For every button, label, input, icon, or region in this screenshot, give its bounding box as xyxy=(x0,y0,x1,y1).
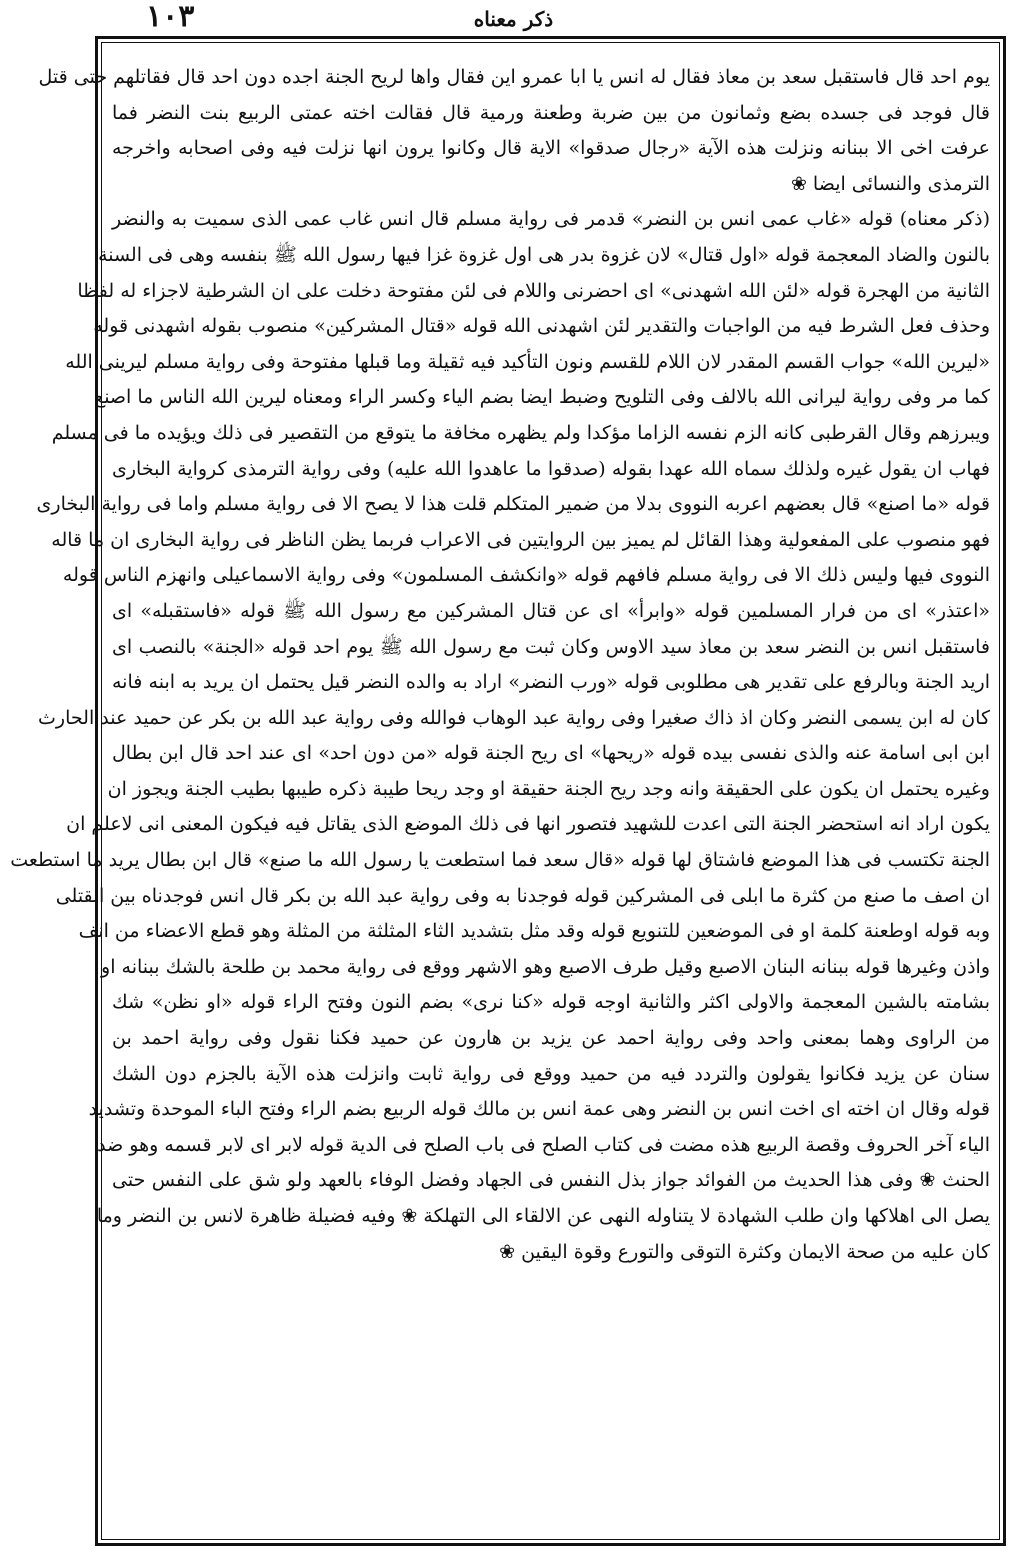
text-line: من الراوى وهما بمعنى واحد وفى رواية احمد عن يزيد بن هارون عن حميد فكنا نقول وفى رواية احمد بن xyxy=(112,1027,990,1050)
text-line: يكون اراد انه استحضر الجنة التى اعدت للشهيد فتصور انها فى ذلك الموضع الذى يقاتل فيه فيكون المعنى انى لاعلم ان xyxy=(66,813,990,836)
text-line: النووى فيها وليس ذلك الا فى رواية مسلم فافهم قوله «وانكشف المسلمون» وفى رواية الاسماعيلى وانهزم الناس قوله xyxy=(62,564,990,587)
text-line: وغيره يحتمل ان يكون على الحقيقة وانه وجد ريح الجنة حقيقة او وجد ريحا طيبة ذكره طيبها بطيب الجنة ويجوز ان xyxy=(107,777,990,800)
text-line: الحنث ❀ وفى هذا الحديث من الفوائد جواز بذل النفس فى الجهاد وفضل الوفاء بالعهد ولو شق على النفس حتى xyxy=(112,1169,990,1192)
text-line: ابن ابى اسامة عنه والذى نفسى بيده قوله «ريحها» اى ريح الجنة قوله «من دون احد» اى عند احد قال ابن بطال xyxy=(112,742,990,765)
text-line: (ذكر معناه) قوله «غاب عمى انس بن النضر» قدمر فى رواية مسلم قال انس غاب عمى الذى سميت به والنضر xyxy=(112,208,990,231)
text-line: كما مر وفى رواية ليرانى الله بالالف وفى التلويح وضبط ايضا بضم الياء وكسر الراء ومعناه ليرين الله الناس ما اصنع xyxy=(94,386,990,409)
text-line: بشامته بالشين المعجمة والاولى اكثر والثانية اوجه قوله «كنا نرى» بضم النون وفتح الراء قوله «او نظن» شك xyxy=(112,991,990,1014)
text-line: «اعتذر» اى من فرار المسلمين قوله «وابرأ» اى عن قتال المشركين مع رسول الله ﷺ قوله «فاستقبله» اى xyxy=(112,599,990,622)
text-line: الترمذى والنسائى ايضا ❀ xyxy=(790,172,990,195)
text-line: قوله وقال ان اخته اى اخت انس بن النضر وهى عمة انس بن مالك قوله الربيع بضم الراء وفتح الباء الموحدة وتشديد xyxy=(88,1098,990,1121)
text-line: الياء آخر الحروف وقصة الربيع هذه مضت فى كتاب الصلح فى باب الصلح فى الدية قوله لابر اى لابر قسمه وهو ضد xyxy=(97,1133,990,1156)
text-line: كان عليه من صحة الايمان وكثرة التوقى والتورع وقوة اليقين ❀ xyxy=(499,1240,990,1263)
text-body xyxy=(10,60,990,1270)
text-line: واذن وغيرها قوله ببنانه البنان الاصبع وقيل طرف الاصبع وهو الاشهر ووقع فى رواية محمد بن طلحة بالشك ببنانه او xyxy=(101,955,990,978)
text-line: قوله «ما اصنع» قال بعضهم اعربه النووى بدلا من ضمير المتكلم قلت هذا لا يصح الا فى رواية مسلم واما فى رواية البخارى xyxy=(36,493,990,516)
page-header xyxy=(0,0,1027,36)
text-line: «ليرين الله» جواب القسم المقدر لان اللام للقسم ونون التأكيد فيه ثقيلة وما قبلها مفتوحة وفى رواية مسلم ليرينى الله xyxy=(65,350,990,373)
text-line: اريد الجنة وبالرفع على تقدير هى مطلوبى قوله «ورب النضر» اراد به والده النضر قيل يحتمل ان يريد به ابنه فانه xyxy=(112,671,990,694)
page-number: ١٠٣ xyxy=(146,0,195,34)
text-line: فاستقبل انس بن النضر سعد بن معاذ سيد الاوس وكان ثبت مع رسول الله ﷺ يوم احد قوله «الجنة» بالنصب اى xyxy=(112,635,990,658)
text-line: عرفت اخى الا ببنانه ونزلت هذه الآية «رجال صدقوا» الاية قال وكانوا يرون انها نزلت فيه وفى اصحابه واخرجه xyxy=(112,137,990,160)
text-line: الجنة تكتسب فى هذا الموضع فاشتاق لها قوله «قال سعد فما استطعت يا رسول الله ما صنع» قال ابن بطال يريد ما استطعت xyxy=(10,849,990,872)
text-line: يوم احد قال فاستقبل سعد بن معاذ فقال له انس يا ابا عمرو اين فقال واها لريح الجنة اجده دون احد قال فقاتلهم حتى قتل xyxy=(38,66,990,88)
text-line: كان له ابن يسمى النضر وكان اذ ذاك صغيرا وفى رواية عبد الوهاب فوالله وفى رواية عبد الله بن بكر عن حميد عند الحارث xyxy=(38,706,990,729)
text-line: وحذف فعل الشرط فيه من الواجبات والتقدير لئن اشهدنى الله قوله «قتال المشركين» منصوب بقوله اشهدنى قوله xyxy=(93,315,990,338)
paragraph xyxy=(10,202,990,1270)
text-line: سنان عن يزيد فكانوا يقولون والتردد فيه من حميد ووقع فى رواية ثابت وانزلت هذه الآية بالجزم دون الشك xyxy=(112,1062,990,1085)
text-line: وبه قوله اوطعنة كلمة او فى الموضعين للتنويع قوله وقد مثل بتشديد الثاء المثلثة من المثلة وهو قطع الاعضاء من انف xyxy=(78,920,990,943)
text-line: يصل الى اهلاكها وان طلب الشهادة لا يتناوله النهى عن الالقاء الى التهلكة ❀ وفيه فضيلة ظاهرة لانس بن النضر وما xyxy=(96,1205,990,1227)
paragraph xyxy=(38,60,990,202)
running-title: ذكر معناه xyxy=(473,7,554,31)
text-line: ان اصف ما صنع من كثرة ما ابلى فى المشركين قوله فوجدنا به وفى رواية عبد الله بن بكر قال انس فوجدناه بين القتلى xyxy=(55,884,990,907)
text-line: قال فوجد فى جسده بضع وثمانون من بين ضربة وطعنة ورمية قال فقالت اخته عمتى الربيع بنت النضر فما xyxy=(112,101,990,124)
text-line: الثانية من الهجرة قوله «لئن الله اشهدنى» اى احضرنى واللام فى لئن مفتوحة دخلت على ان الشرطية لاجزاء له لفظا xyxy=(77,279,990,302)
text-line: فهو منصوب على المفعولية وهذا القائل لم يميز بين الروايتين فى الاعراب فربما يظن الناظر فى رواية البخارى ان ما قاله xyxy=(51,528,990,551)
text-line: بالنون والضاد المعجمة قوله «اول قتال» لان غزوة بدر هى اول غزوة غزا فيها رسول الله ﷺ بنفسه وهى فى السنة xyxy=(98,243,990,266)
text-line: ويبرزهم وقال القرطبى كانه الزم نفسه الزاما مؤكدا ولم يظهره مخافة ما يتوقع من التقصير فى ذلك ويؤيده ما فى مسلم xyxy=(51,421,990,444)
text-line: فهاب ان يقول غيره ولذلك سماه الله عهدا بقوله (صدقوا ما عاهدوا الله عليه) وفى رواية الترمذى كرواية البخارى xyxy=(112,457,990,480)
